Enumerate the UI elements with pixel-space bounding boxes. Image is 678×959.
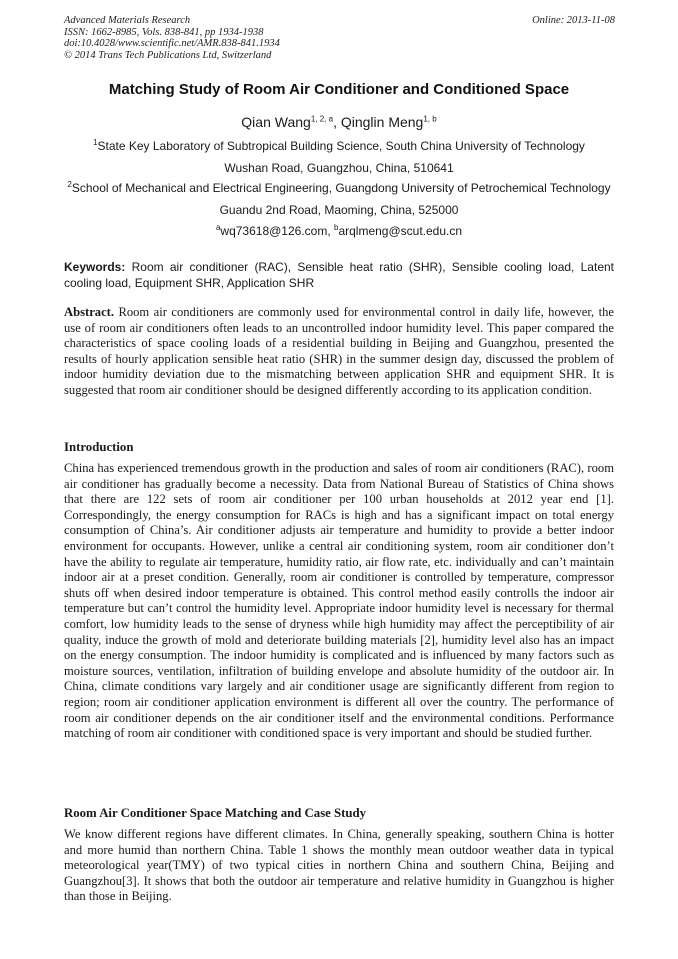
doi-line: doi:10.4028/www.scientific.net/AMR.838-841.1934 bbox=[64, 38, 280, 49]
affiliation-1-address: Wushan Road, Guangzhou, China, 510641 bbox=[224, 161, 454, 175]
keywords bbox=[64, 260, 614, 291]
email-mark: a bbox=[215, 223, 221, 232]
affiliation-2 bbox=[0, 181, 678, 196]
author-name: Qinglin Meng bbox=[340, 114, 424, 130]
email-mark: b bbox=[334, 223, 339, 232]
affiliation-mark: 2 bbox=[67, 180, 72, 189]
section-heading-case-study: Room Air Conditioner Space Matching and Case Study bbox=[64, 806, 367, 820]
author-emails bbox=[0, 224, 678, 239]
author-separator: , bbox=[333, 114, 341, 130]
affiliation-institution: State Key Laboratory of Subtropical Building Science, South China University of Technology bbox=[97, 139, 585, 153]
case-study-paragraph: We know different regions have different climates. In China, generally speaking, southern China is hotter and more humid than northern China. Table 1 shows the monthly mean outdoor weather data in typical meteorological year(TMY) of two typical cities in northern China and southern China, Beijing and Guangzhou[3]. It shows that both the outdoor air temperature and relative humidity in Guangzhou is higher than those in Beijing. bbox=[64, 827, 614, 904]
issn-line: ISSN: 1662-8985, Vols. 838-841, pp 1934-1938 bbox=[64, 26, 264, 38]
affiliation-2-address: Guandu 2nd Road, Maoming, China, 525000 bbox=[219, 203, 459, 217]
author-affiliation-mark: 1, b bbox=[423, 114, 437, 124]
keywords-text: Room air conditioner (RAC), Sensible heat ratio (SHR), Sensible cooling load, Latent cooling load, Equipment SHR, Application SHR bbox=[64, 260, 614, 290]
introduction-paragraph: China has experienced tremendous growth in the production and sales of room air conditioners (RAC), room air conditioner has gradually become a necessity. Data from National Bureau of Statistics of China shows that there are 122 sets of room air conditioner per 100 urban households at 2012 year end [1]. Correspondingly, the energy consumption for RACs is high and has a significant impact on total energy consumption of China’s. Air conditioner adjusts air temperature and humidity to provide a better indoor environment for occupants. However, unlike a central air conditioning system, room air conditioner don’t have the ability to regulate air temperature, humidity ratio, air flow rate, etc. individually and can’t maintain indoor air at a preset condition. Generally, room air conditioner is controlled by temperature, compressor shuts off when desired indoor temperature is obtained. This control method easily controlls the indoor air temperature but can’t control the humidity level. Appropriate indoor humidity level is necessary for thermal comfort, low humidity leads to the sense of dryness while high humidity may affect the perceptibility of air quality, induce the growth of mold and deteriorate building materials [2], humidity level also has an impact on the energy consumption. The indoor humidity is complicated and is influenced by many factors such as moisture sources, ventilation, infiltration of building envelope and absolute humidity of the outdoor air. In China, climate conditions vary largely and air conditioner usage are significantly different from region to region; room air conditioner application environment is different all over the country. The performance of room air conditioner depends on the air conditioner itself and the environmental conditions. Performance matching of room air conditioner with conditioned space is very important and should be studied further. bbox=[64, 461, 614, 741]
abstract-label: Abstract. bbox=[64, 305, 115, 319]
affiliation-1 bbox=[0, 139, 678, 154]
abstract-text: Room air conditioners are commonly used for environmental control in daily life, however, the use of room air conditioners often leads to an uncontrolled indoor humidity level. This paper compared the characteristics of space cooling loads of a residential building in Beijing and Guangzhou, presented the results of hourly application sensible heat ratio (SHR) in the summer design day, discussed the problem of indoor humidity deviation due to the mismatching between application SHR and equipment SHR. It is suggested that room air conditioner should be designed differently according to its application condition. bbox=[64, 305, 614, 397]
online-date: Online: 2013-11-08 bbox=[532, 15, 615, 26]
journal-header bbox=[64, 15, 280, 61]
email-b: arqlmeng@scut.edu.cn bbox=[338, 224, 463, 238]
affiliation-mark: 1 bbox=[93, 138, 98, 147]
journal-name: Advanced Materials Research bbox=[64, 15, 191, 26]
email-a: wq73618@126.com, bbox=[220, 224, 334, 238]
copyright-line: © 2014 Trans Tech Publications Ltd, Switzerland bbox=[64, 49, 272, 61]
author-list bbox=[0, 113, 678, 131]
paper-title: Matching Study of Room Air Conditioner and Conditioned Space bbox=[108, 81, 570, 98]
section-heading-introduction: Introduction bbox=[64, 440, 134, 454]
abstract bbox=[64, 305, 614, 399]
author-name: Qian Wang bbox=[241, 114, 311, 130]
affiliation-institution: School of Mechanical and Electrical Engineering, Guangdong University of Petrochemical Technology bbox=[71, 181, 611, 195]
keywords-label: Keywords: bbox=[64, 260, 126, 274]
author-affiliation-mark: 1, 2, a bbox=[310, 114, 334, 124]
